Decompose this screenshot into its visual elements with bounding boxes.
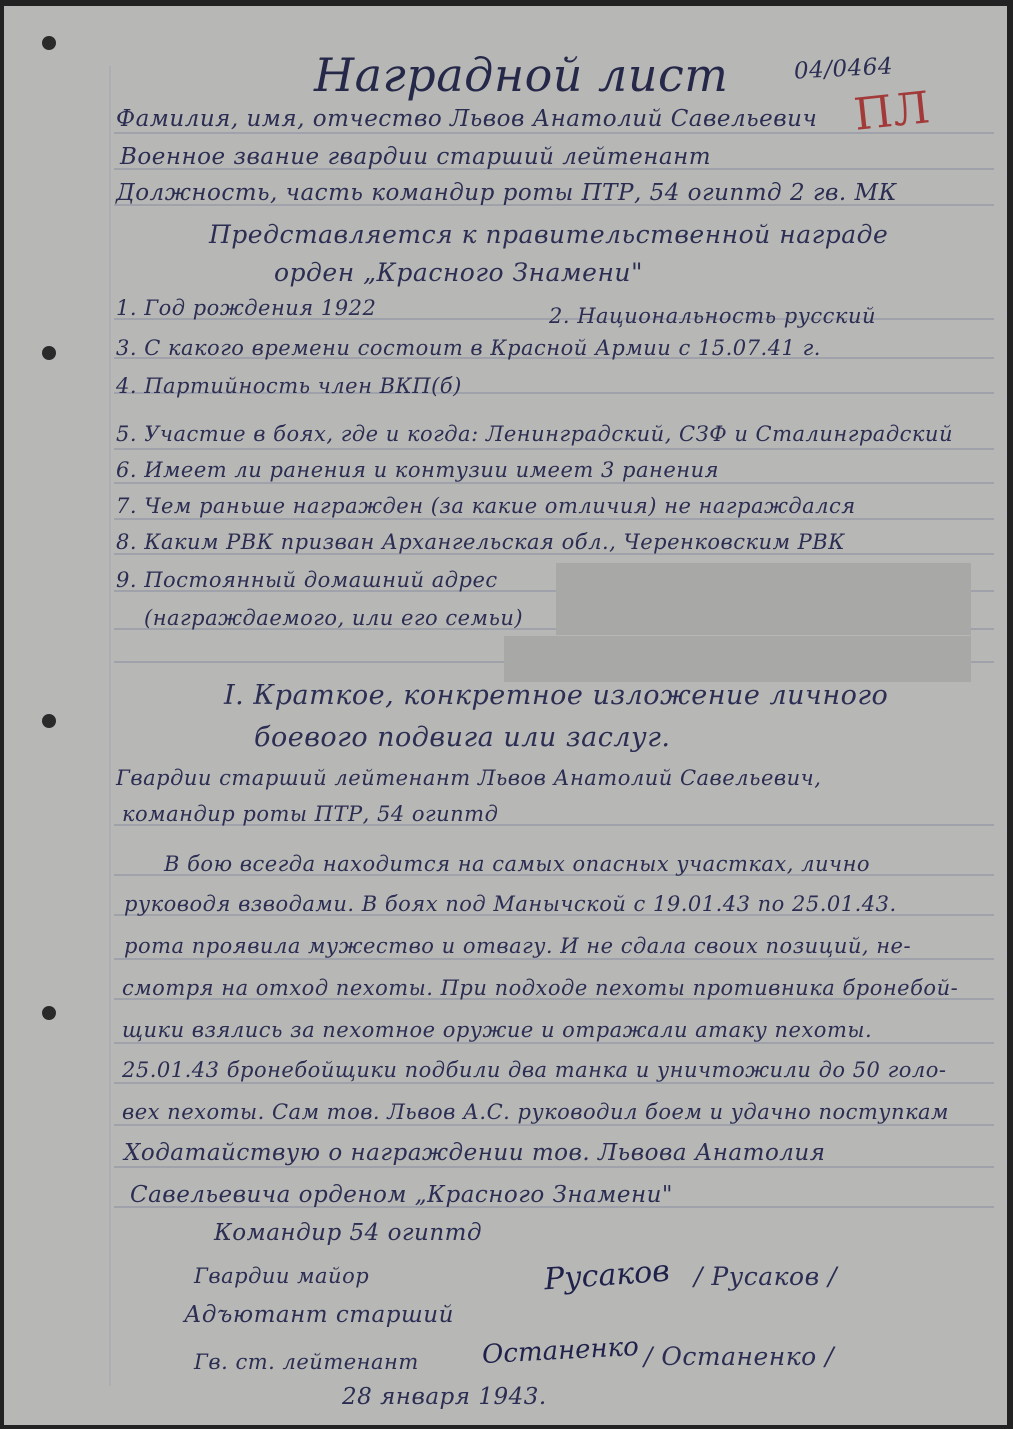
document-title: Наградной лист: [314, 48, 729, 102]
document-date: 28 января 1943.: [342, 1384, 547, 1410]
body-line: смотря на отход пехоты. При подходе пехоты противника бронебой-: [122, 976, 959, 1000]
commander-rank: Гвардии майор: [194, 1264, 370, 1288]
margin-line: [109, 66, 111, 1386]
red-mark: ПЛ: [851, 82, 933, 141]
body-line: командир роты ПТР, 54 огиптд: [122, 802, 499, 826]
field-position: Должность, часть командир роты ПТР, 54 огиптд 2 гв. МК: [116, 180, 897, 206]
body-line: Савельевича орденом „Красного Знамени": [130, 1182, 673, 1208]
body-line: щики взялись за пехотное оружие и отражали атаку пехоты.: [122, 1018, 873, 1042]
commander-signature: Русаков: [542, 1253, 671, 1298]
field-address-note: (награждаемого, или его семьи): [144, 606, 524, 630]
adjutant-signature: Останенко: [481, 1331, 640, 1371]
binder-hole: [42, 36, 56, 50]
field-birth-year: 1. Год рождения 1922: [116, 296, 377, 320]
document-sheet: [4, 6, 1007, 1425]
section-heading: I. Краткое, конкретное изложение личного: [224, 680, 889, 711]
adjutant-rank: Гв. ст. лейтенант: [194, 1350, 419, 1374]
redacted-address: [504, 636, 971, 682]
field-nationality: 2. Национальность русский: [549, 304, 877, 328]
binder-hole: [42, 346, 56, 360]
award-line: орден „Красного Знамени": [274, 258, 644, 287]
field-address: 9. Постоянный домашний адрес: [116, 568, 498, 592]
field-service-since: 3. С какого времени состоит в Красной Армии с 15.07.41 г.: [116, 336, 821, 360]
document-number: 04/0464: [793, 53, 894, 85]
redacted-address: [556, 563, 971, 635]
field-party: 4. Партийность член ВКП(б): [116, 374, 462, 398]
adjutant-name: / Останенко /: [644, 1342, 835, 1371]
binder-hole: [42, 1006, 56, 1020]
binder-hole: [42, 714, 56, 728]
field-name: Фамилия, имя, отчество Львов Анатолий Савельевич: [116, 106, 818, 132]
field-battles: 5. Участие в боях, где и когда: Ленинградский, СЗФ и Сталинградский: [116, 422, 953, 446]
body-line: 25.01.43 бронебойщики подбили два танка и уничтожили до 50 голо-: [122, 1058, 947, 1082]
commander-title: Командир 54 огиптд: [214, 1220, 483, 1246]
field-draft-office: 8. Каким РВК призван Архангельская обл., Черенковским РВК: [116, 530, 845, 554]
field-prior-awards: 7. Чем раньше награжден (за какие отличия) не награждался: [116, 494, 856, 518]
field-rank: Военное звание гвардии старший лейтенант: [120, 144, 712, 170]
body-line: вех пехоты. Сам тов. Львов А.С. руководил боем и удачно поступкам: [122, 1100, 949, 1124]
body-line: рота проявила мужество и отвагу. И не сдала своих позиций, не-: [124, 934, 912, 958]
body-line: В бою всегда находится на самых опасных участках, лично: [164, 852, 871, 876]
body-line: руководя взводами. В боях под Манычской с 19.01.43 по 25.01.43.: [124, 892, 897, 916]
commander-name: / Русаков /: [694, 1262, 837, 1291]
body-line: Ходатайствую о награждении тов. Львова Анатолия: [124, 1140, 826, 1166]
body-line: Гвардии старший лейтенант Львов Анатолий Савельевич,: [116, 766, 822, 790]
presented-line: Представляется к правительственной награде: [209, 220, 889, 249]
adjutant-title: Адъютант старший: [184, 1302, 454, 1328]
field-wounds: 6. Имеет ли ранения и контузии имеет 3 ранения: [116, 458, 720, 482]
section-heading: боевого подвига или заслуг.: [254, 722, 671, 753]
